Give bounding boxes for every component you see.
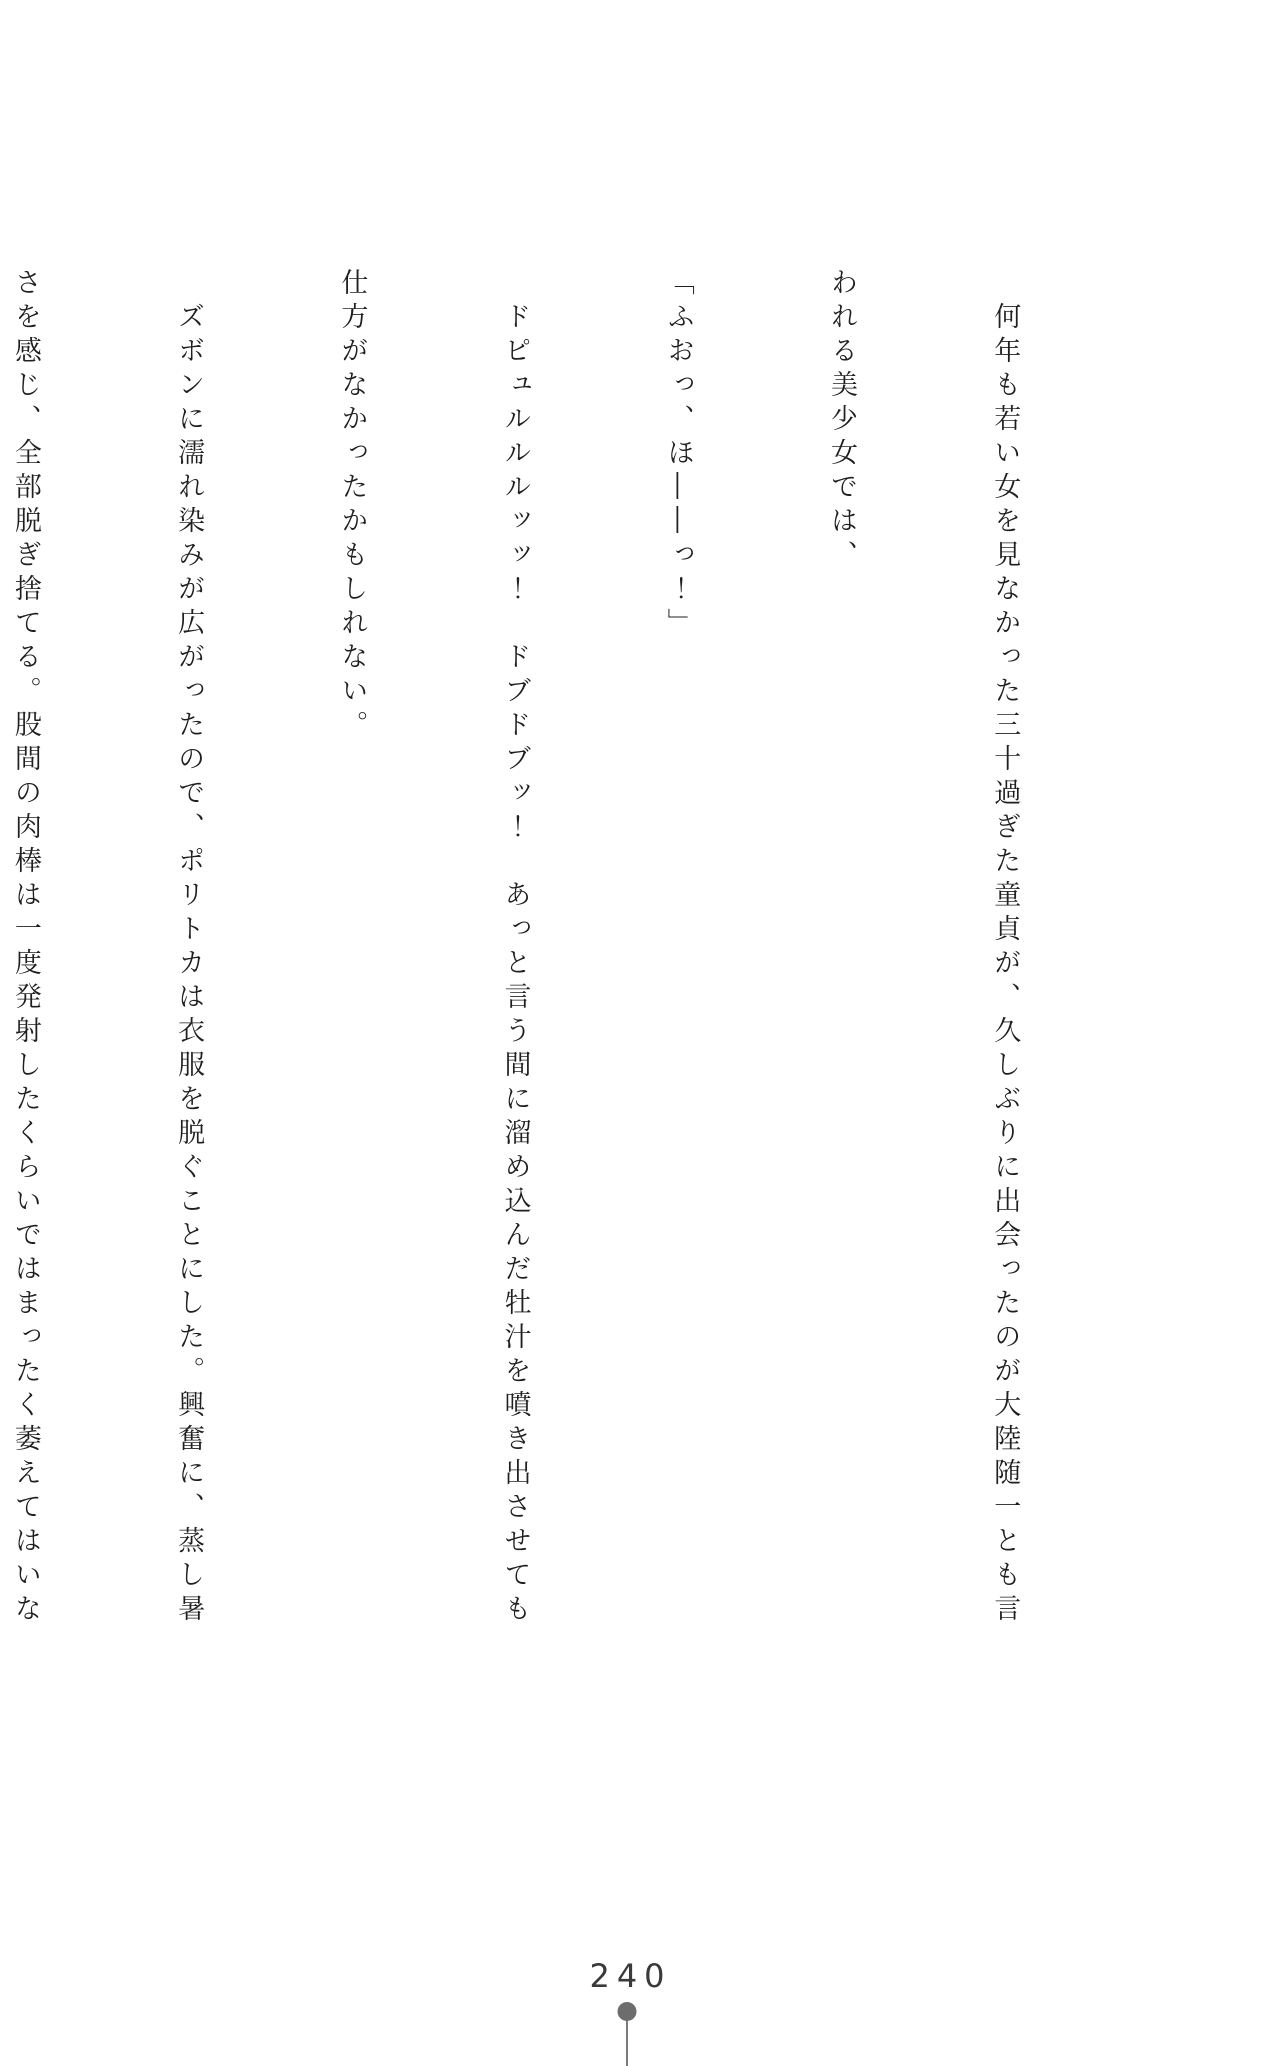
text-column: ドピュルルルッッ！ ドブドブッ！ あっと言う間に溜め込んだ牡汁を噴き出させても (499, 268, 531, 1628)
text-column: 仕方がなかったかもしれない。 (336, 268, 368, 744)
page-number: 240 (589, 1957, 672, 1995)
footer-dot-marker-icon (618, 2002, 637, 2021)
text-column: われる美少女では、 (825, 268, 857, 574)
text-column: 「ふおっ、ほ――っ！」 (662, 268, 694, 642)
vertical-text-block (0, 268, 1140, 1668)
text-column: さを感じ、全部脱ぎ捨てる。股間の肉棒は一度発射したくらいではまったく萎えてはいな (9, 268, 41, 1628)
text-column: ズボンに濡れ染みが広がったので、ポリトカは衣服を脱ぐことにした。興奮に、蒸し暑 (173, 268, 205, 1628)
footer-stem-line (626, 2012, 628, 2066)
text-column: 何年も若い女を見なかった三十過ぎた童貞が、久しぶりに出会ったのが大陸随一とも言 (989, 268, 1021, 1628)
